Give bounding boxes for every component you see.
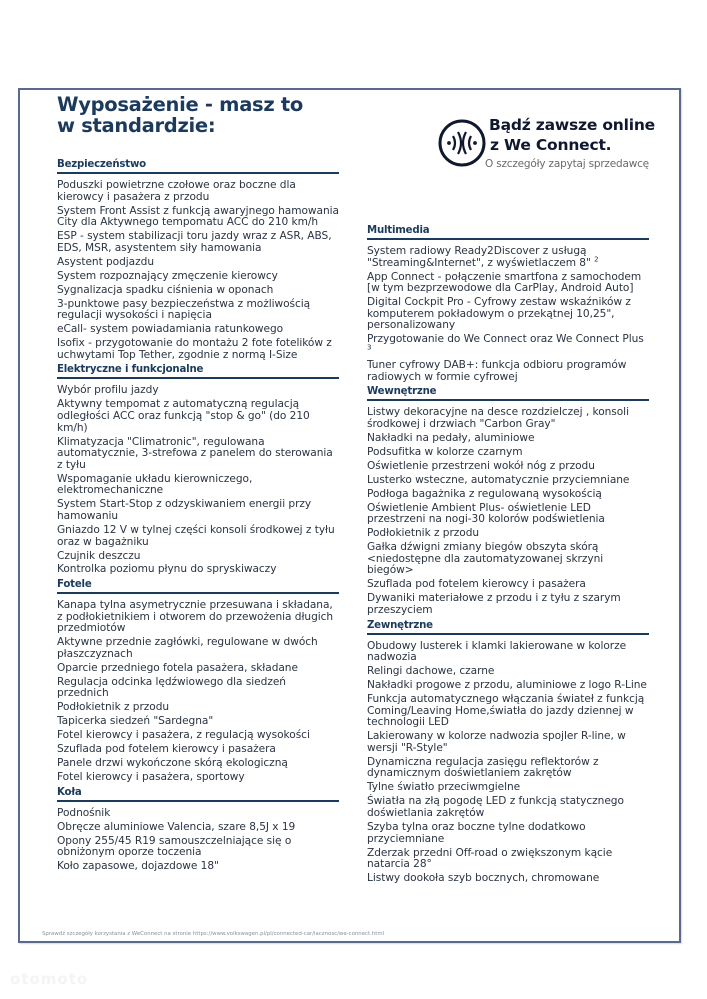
- equipment-item: [367, 873, 649, 885]
- section-wewnetrzne: [367, 386, 649, 616]
- footer-note: Sprawdź szczegóły korzystania z WeConnect na stronie https://www.volkswagen.pl/pl/connected-car/lacznosc/we-connect.html: [42, 931, 385, 937]
- equipment-item: [367, 489, 649, 501]
- equipment-item: Szuflada pod fotelem kierowcy i pasażera: [57, 743, 276, 756]
- equipment-item-text: Obudowy lusterek i klamki lakierowane w kolorze nadwozia: [367, 639, 627, 664]
- equipment-item: eCall- system powiadamiania ratunkowego: [57, 323, 284, 336]
- equipment-item-text: Lusterko wsteczne, automatycznie przyciemniane: [367, 473, 630, 486]
- footnote-marker: 2: [594, 255, 599, 264]
- section-heading: Koła: [57, 787, 339, 802]
- equipment-item-text: Zderzak przedni Off-road o zwiększonym kącie natarcia 28°: [367, 846, 613, 871]
- equipment-item: [367, 246, 649, 269]
- equipment-item-text: Szuflada pod fotelem kierowcy i pasażera: [367, 578, 586, 591]
- equipment-item: Poduszki powietrzne czołowe oraz boczne dla kierowcy i pasażera z przodu: [57, 179, 296, 203]
- equipment-item: [367, 593, 649, 616]
- equipment-item: [367, 447, 649, 459]
- section-heading: Multimedia: [367, 225, 649, 240]
- equipment-item: [367, 542, 649, 577]
- equipment-item: System rozpoznający zmęczenie kierowcy: [57, 269, 278, 282]
- equipment-item: [367, 731, 649, 754]
- equipment-item: [367, 579, 649, 591]
- equipment-item-text: Dynamiczna regulacja zasięgu reflektorów z dynamicznym doświetlaniem zakrętów: [367, 755, 599, 780]
- equipment-item: Wspomaganie układu kierowniczego, elektromechaniczne: [57, 472, 253, 497]
- equipment-item-text: System radiowy Ready2Discover z usługą "Streaming&Internet", z wyświetlaczem 8": [367, 245, 591, 269]
- equipment-item: Klimatyzacja "Climatronic", regulowana automatycznie, 3-strefowa z panelem do sterowania z tyłu: [57, 435, 333, 471]
- equipment-item: Podnośnik: [57, 806, 111, 819]
- equipment-item-text: Oświetlenie przestrzeni wokół nóg z przodu: [367, 459, 595, 472]
- equipment-item-text: App Connect - połączenie smartfona z samochodem [w tym bezprzewodowe dla CarPlay, Android Auto]: [367, 270, 642, 295]
- equipment-item: [367, 433, 649, 445]
- equipment-item-text: Lakierowany w kolorze nadwozia spojler R-line, w wersji "R-Style": [367, 730, 626, 754]
- equipment-item-text: Przygotowanie do We Connect oraz We Connect Plus: [367, 333, 644, 346]
- equipment-item-text: Dywaniki materiałowe z przodu i z tyłu z szarym przeszyciem: [367, 592, 621, 616]
- equipment-item: Isofix - przygotowanie do montażu 2 fote fotelików z uchwytami Top Tether, zgodnie z normą I-Size: [57, 337, 332, 361]
- equipment-item: Fotel kierowcy i pasażera, sportowy: [57, 771, 245, 784]
- equipment-item: Opony 255/45 R19 samouszczelniające się o obniżonym oporze toczenia: [57, 834, 292, 859]
- equipment-item: System Start-Stop z odzyskiwaniem energii przy hamowaniu: [57, 498, 312, 522]
- equipment-item: Sygnalizacja spadku ciśnienia w oponach: [57, 283, 274, 296]
- footnote-marker: 3: [367, 343, 372, 352]
- equipment-item-text: Podsufitka w kolorze czarnym: [367, 445, 523, 458]
- section-fotele: [57, 579, 339, 784]
- equipment-item: Regulacja odcinka lędźwiowego dla siedzeń przednich: [57, 675, 286, 700]
- equipment-item: Panele drzwi wykończone skórą ekologiczną: [57, 757, 288, 770]
- section-heading: Zewnętrzne: [367, 620, 649, 635]
- equipment-item-text: Nakładki na pedały, aluminiowe: [367, 431, 535, 444]
- equipment-item: Asystent podjazdu: [57, 255, 154, 268]
- right-column: [367, 225, 649, 888]
- equipment-item-text: Szyba tylna oraz boczne tylne dodatkowo przyciemniane: [367, 820, 586, 845]
- equipment-item: Gniazdo 12 V w tylnej części konsoli środkowej z tyłu oraz w bagażniku: [57, 523, 335, 548]
- equipment-item-text: Gałka dźwigni zmiany biegów obszyta skórą <niedostępne dla zautomatyzowanej skrzyni biegów>: [367, 541, 604, 577]
- we-connect-subheadline: z We Connect.: [490, 136, 612, 154]
- equipment-item: ESP - system stabilizacji toru jazdy wraz z ASR, ABS, EDS, MSR, asystentem siły hamowania: [57, 230, 332, 254]
- we-connect-logo-icon: [437, 118, 487, 168]
- equipment-item: Podłokietnik z przodu: [57, 701, 170, 714]
- equipment-item-text: Światła na złą pogodę LED z funkcją statycznego doświetlania zakrętów: [367, 795, 624, 819]
- equipment-item: Wybór profilu jazdy: [57, 384, 159, 397]
- section-elektryczne-i-funkcjonalne: [57, 364, 339, 576]
- we-connect-headline: Bądź zawsze online: [489, 116, 655, 134]
- equipment-item: [367, 407, 649, 430]
- equipment-item-text: Listwy dekoracyjne na desce rozdzielczej , konsoli środkowej i drzwiach "Carbon Gray": [367, 406, 629, 430]
- equipment-item: [367, 297, 649, 332]
- equipment-item: [367, 666, 649, 678]
- equipment-item-text: Podłokietnik z przodu: [367, 527, 480, 540]
- equipment-item: [367, 360, 649, 383]
- left-column: [57, 159, 339, 876]
- equipment-item: [367, 475, 649, 487]
- equipment-item-text: Digital Cockpit Pro - Cyfrowy zestaw wskaźników z komputerem pokładowym o przekątnej 10,25", personalizowany: [367, 296, 631, 332]
- page-title-line2: w standardzie:: [57, 114, 216, 137]
- equipment-item: Kanapa tylna asymetrycznie przesuwana i składana, z podłokietnikiem i otworem do przewożenia długich przedmiotów: [57, 599, 334, 635]
- we-connect-banner: [437, 112, 677, 182]
- equipment-item-text: Tuner cyfrowy DAB+: funkcja odbioru programów radiowych w formie cyfrowej: [367, 358, 627, 383]
- equipment-item: Aktywne przednie zagłówki, regulowane w dwóch płaszczyznach: [57, 636, 318, 660]
- equipment-item: [367, 461, 649, 473]
- page-title-line1: Wyposażenie - masz to: [57, 93, 304, 116]
- equipment-item: [367, 796, 649, 819]
- equipment-item-text: Podłoga bagażnika z regulowaną wysokością: [367, 487, 602, 500]
- equipment-item: [367, 822, 649, 845]
- equipment-item: Aktywny tempomat z automatyczną regulacją odległości ACC oraz funkcją "stop & go" (do 210 km/h): [57, 398, 310, 434]
- equipment-item-text: Tylne światło przeciwmgielne: [367, 781, 521, 794]
- equipment-item: Fotel kierowcy i pasażera, z regulacją wysokości: [57, 729, 310, 742]
- equipment-item: Tapicerka siedzeń "Sardegna": [57, 715, 214, 728]
- we-connect-note: O szczegóły zapytaj sprzedawcę: [485, 158, 649, 170]
- equipment-item: [367, 528, 649, 540]
- section-multimedia: [367, 225, 649, 383]
- equipment-item: [367, 848, 649, 871]
- watermark: otomoto: [10, 970, 89, 988]
- equipment-item: Kontrolka poziomu płynu do spryskiwaczy: [57, 563, 277, 576]
- equipment-item: [367, 272, 649, 295]
- section-kola: [57, 787, 339, 873]
- equipment-item: [367, 503, 649, 526]
- equipment-item: [367, 641, 649, 664]
- equipment-item-text: Nakładki progowe z przodu, aluminiowe z logo R-Line: [367, 679, 647, 692]
- section-heading: Fotele: [57, 579, 339, 594]
- equipment-item: 3-punktowe pasy bezpieczeństwa z możliwością regulacji wysokości i napięcia: [57, 297, 311, 322]
- equipment-item: Obręcze aluminiowe Valencia, szare 8,5J x 19: [57, 820, 296, 833]
- section-heading: Bezpieczeństwo: [57, 159, 339, 174]
- equipment-item: Koło zapasowe, dojazdowe 18": [57, 860, 219, 873]
- section-heading: Wewnętrzne: [367, 386, 649, 401]
- section-zewnetrzne: [367, 620, 649, 885]
- equipment-item: Oparcie przedniego fotela pasażera, składane: [57, 661, 298, 674]
- equipment-item: [367, 680, 649, 692]
- equipment-item-text: Relingi dachowe, czarne: [367, 665, 495, 678]
- equipment-item: [367, 334, 649, 357]
- page-title: [57, 94, 303, 136]
- equipment-item-text: Funkcja automatycznego włączania świateł z funkcją Coming/Leaving Home,światła do jazdy dziennej w technologii LED: [367, 693, 645, 729]
- equipment-item-text: Oświetlenie Ambient Plus- oświetlenie LED przestrzeni na nogi-30 kolorów podświetlenia: [367, 501, 605, 526]
- equipment-item: System Front Assist z funkcją awaryjnego hamowania City dla Aktywnego tempomatu ACC do 210 km/h: [57, 204, 339, 229]
- equipment-item: [367, 782, 649, 794]
- equipment-item: [367, 694, 649, 729]
- section-heading: Elektryczne i funkcjonalne: [57, 364, 339, 379]
- equipment-item: [367, 757, 649, 780]
- section-bezpieczenstwo: [57, 159, 339, 361]
- equipment-item-text: Listwy dookoła szyb bocznych, chromowane: [367, 872, 600, 885]
- equipment-item: Czujnik deszczu: [57, 549, 141, 562]
